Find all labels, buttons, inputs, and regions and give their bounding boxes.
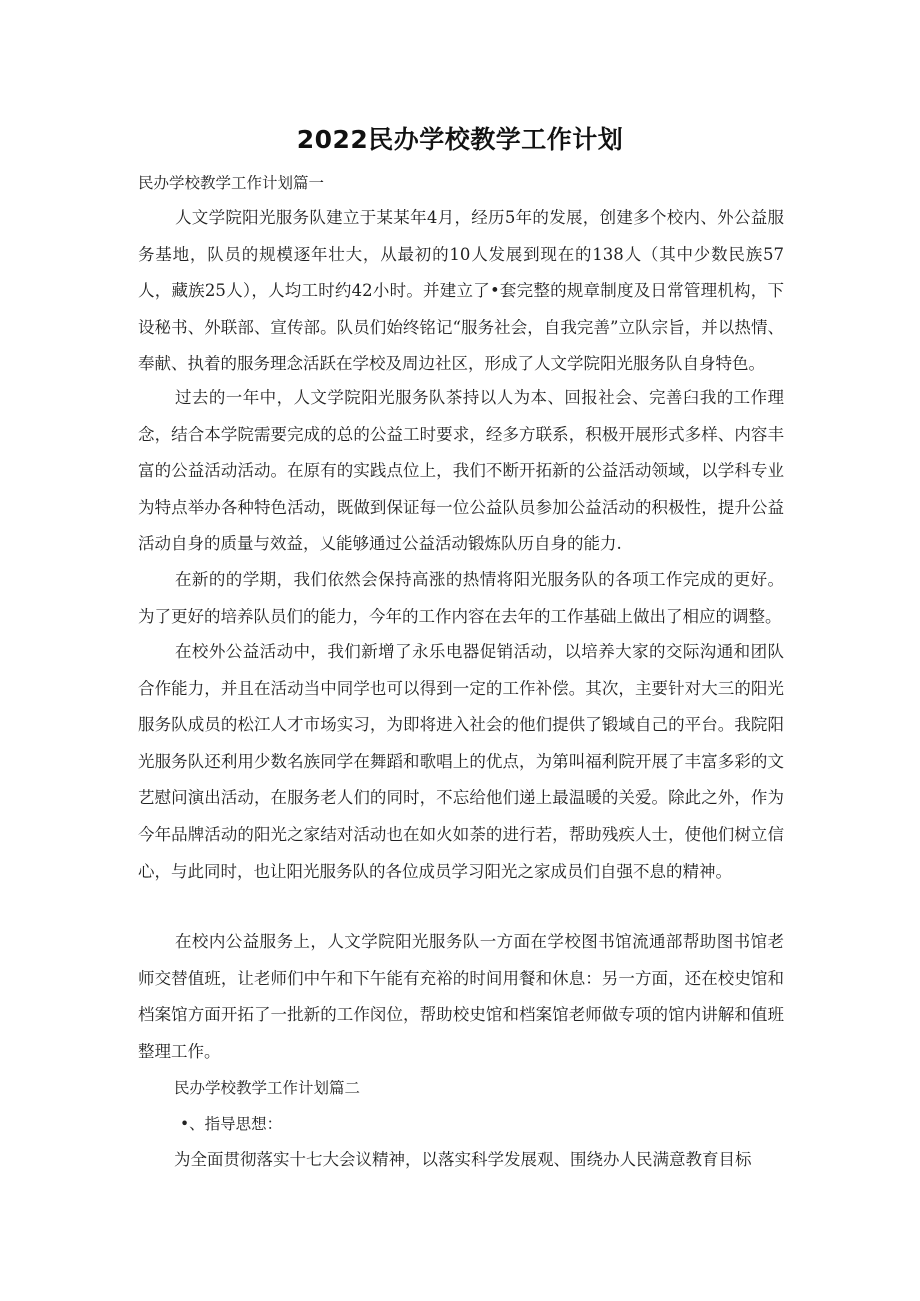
paragraph-6-first-line: 为全面贯彻落实十七大会议精神，以落实科学发展观、围绕办人民满意教育目标 <box>174 1150 752 1169</box>
paragraph-3: 在新的的学期，我们依然会保持高涨的热情将阳光服务队的各项工作完成的更好。为了更好的培养队员们的能力，今年的工作内容在去年的工作基础上做出了相应的调整。 <box>138 570 784 626</box>
guiding-principle-heading: •、指导思想： <box>180 1115 283 1133</box>
paragraph-2: 过去的一年中，人文学院阳光服务队茶持以人为本、回报社会、完善臼我的工作理念，结合本学院需要完成的总的公益工时要求，经多方联系，积极开展形式多样、内容丰富的公益活动活动。在原有的实践点位上，我们不断开拓新的公益活动领域，以学科专业为特点举办各种特色活动，既做到保证每一位公益队员参加公益活动的积极性，提升公益活动自身的质量与效益，乂能够通过公益活动锻炼队历自身的能力. <box>138 388 784 554</box>
paragraph-5: 在校内公益服务上，人文学院阳光服务队一方面在学校图书馆流通部帮助图书馆老师交替值班，让老师们中午和下午能有充裕的时间用餐和休息：另一方面，还在校史馆和档案馆方面开拓了一批新的工作闵位，帮助校史馆和档案馆老师做专项的馆内讲解和值班整理工作。 <box>138 932 784 1061</box>
section2-heading: 民办学校教学工作计划篇二 <box>174 1079 361 1097</box>
paragraph-1: 人文学院阳光服务队建立于某某年4月，经历5年的发展，创建多个校内、外公益服务基地，队员的规模逐年壮大，从最初的10人发展到现在的138人（其中少数民族57人，藏族25人），人均工时约42小时。并建立了•套完整的规章制度及日常管理机构，下设秘书、外联部、宣传部。队员们始终铭记“服务社会，自我完善”立队宗旨，并以热情、奉献、执着的服务理念活跃在学校及周边社区，形成了人文学院阳光服务队自身特色。 <box>138 208 784 374</box>
document-title: 2022民办学校教学工作计划 <box>296 125 624 154</box>
section1-heading: 民办学校教学工作计划篇一 <box>138 174 325 192</box>
paragraph-4: 在校外公益活动中，我们新增了永乐电器促销活动，以培养大家的交际沟通和团队合作能力，并且在活动当中同学也可以得到一定的工作补偿。其次，主要针对大三的阳光服务队成员的松江人才市场实习，为即将进入社会的他们提供了锻域自己的平台。我院阳光服务队还利用少数名族同学在舞蹈和歌唱上的优点，为第叫福利院开展了丰富多彩的文艺慰问演出活动，在服务老人们的同时，不忘给他们递上最温暖的关爱。除此之外，作为今年品牌活动的阳光之家结对活动也在如火如荼的进行若，帮助残疾人士，使他们树立信心，与此同时，也让阳光服务队的各位成员学习阳光之家成员们自强不息的精神。 <box>138 642 784 881</box>
